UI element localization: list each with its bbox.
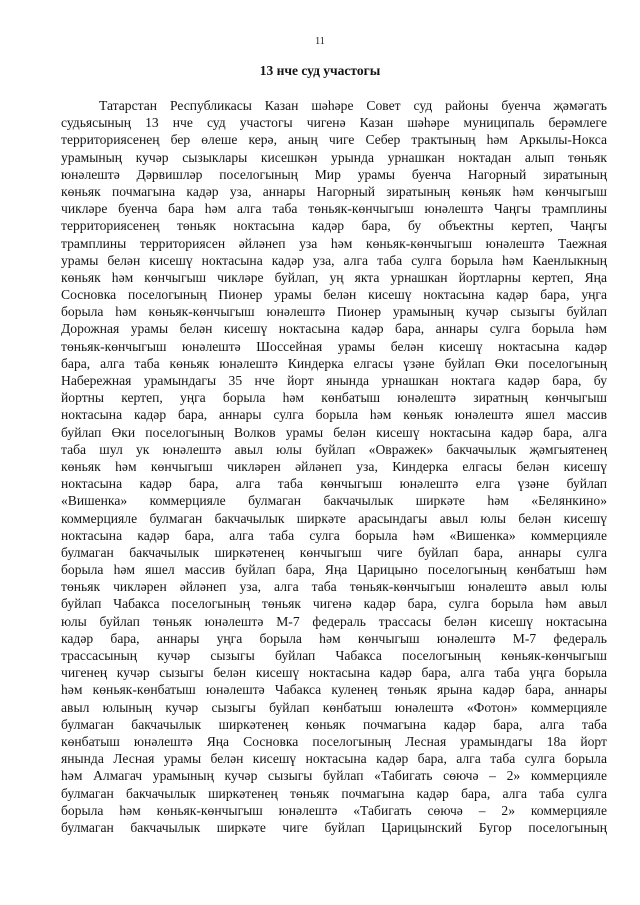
paragraph-line: буйлап Чабакса поселогының төньяк чигенә кадәр бара, сулга борыла һәм авыл: [61, 596, 607, 612]
paragraph-line: төньяк-көнчыгыш юнәлештә Шоссейная урамы белән кисешү ноктасына кадәр: [61, 338, 607, 354]
page-number: 11: [315, 36, 325, 47]
paragraph-line: чикләре буенча бара һәм алга таба төньяк-көнчыгыш юнәлештә Чаңгы трамплины: [61, 201, 607, 217]
paragraph-line: бара, алга таба көньяк юнәлештә Киндерка елгасы үзәне буйлап Өки поселогының: [61, 355, 607, 371]
paragraph-line: Сосновка поселогының Пионер урамы белән кисешү ноктасына кадәр бара, уңга: [61, 287, 607, 303]
paragraph-line: борыла һәм яшел массив буйлап бара, Яңа Царицыно поселогының көнбатыш һәм: [61, 562, 607, 578]
paragraph-line: урамы белән кисешү ноктасына кадәр уза, алга таба сулга борыла һәм Каенлыкның: [61, 252, 607, 268]
paragraph-line: кадәр бара, аннары уңга борыла һәм көнчыгыш юнәлештә М-7 федераль: [61, 630, 607, 646]
paragraph-line: йортны кертеп, уңга борыла һәм көнбатыш юнәлештә зиратның көнчыгыш: [61, 390, 607, 406]
paragraph-line: төньяк чикләрен әйләнеп уза, алга таба төньяк-көнчыгыш юнәлештә авыл юлы: [61, 579, 607, 595]
paragraph-line: һәм Алмагач урамының кучәр сызыгы буйлап «Табигать сөючә – 2» коммерцияле: [61, 768, 607, 784]
paragraph-line: «Вишенка» коммерцияле булмаган бакчачылык ширкәте һәм «Белянкино»: [61, 493, 607, 509]
paragraph-line: таба шул ук юнәлештә авыл юлы буйлап «Овражек» бакчачылык җәмгыятенең: [61, 441, 607, 457]
paragraph-line: чигенең кучәр сызыгы белән кисешү ноктасына кадәр бара, алга таба уңга борыла: [61, 665, 607, 681]
paragraph-line: Татарстан Республикасы Казан шәһәре Совет суд районы буенча җәмәгать: [99, 98, 607, 113]
paragraph-line: булмаган бакчачылык ширкәтенең көнчыгыш чиге буйлап бара, аннары сулга: [61, 544, 607, 560]
paragraph-line: территориясенең бер өлеше керә, аның чиге Себер трактының һәм Аркылы-Нокса: [61, 132, 607, 148]
paragraph-line: ноктасына кадәр бара, алга таба көнчыгыш юнәлештә елга үзәне буйлап: [61, 476, 607, 492]
paragraph-line: һәм көньяк-көнбатыш юнәлештә Чабакса куленең төньяк ярына кадәр бара, аннары: [61, 682, 607, 698]
paragraph-line: судьясының 13 нче суд участогы чигенә Казан шәһәре муниципаль берәмлеге: [61, 115, 607, 131]
paragraph-line: көньяк һәм көнчыгыш чикләрен әйләнеп уза, Киндерка елгасы белән кисешү: [61, 458, 607, 474]
paragraph-line: урамының кучәр сызыклары кисешкән урында урнашкан ноктадан алып төньяк: [61, 149, 607, 165]
paragraph-line: янында Лесная урамы белән кисешү ноктасына кадәр бара, алга таба сулга борыла: [61, 751, 607, 767]
paragraph-line: булмаган бакчачылык ширкәте чиге буйлап Царицынский Бугор поселогының: [61, 819, 607, 835]
paragraph-line: ноктасына кадәр бара, аннары сулга борыла һәм көньяк юнәлештә яшел массив: [61, 407, 607, 423]
paragraph-line: көньяк һәм көнчыгыш чикләре буйлап, уң якта урнашкан йортларны кертеп, Яңа: [61, 269, 607, 285]
paragraph-line: буйлап Өки поселогының Волков урамы белән кисешү ноктасына кадәр бара, алга: [61, 424, 607, 440]
paragraph-line: ноктасына кадәр бара, алга таба сулга борыла һәм «Вишенка» коммерцияле: [61, 527, 607, 543]
section-heading: 13 нче суд участогы: [259, 63, 381, 78]
body-paragraph: [61, 97, 607, 836]
paragraph-line: юлы буйлап төньяк юнәлештә М-7 федераль трассасы белән кисешү ноктасына: [61, 613, 607, 629]
paragraph-line: авыл юлының кучәр сызыгы буйлап көнбатыш юнәлештә «Фотон» коммерцияле: [61, 699, 607, 715]
paragraph-line: борыла һәм көньяк-көнчыгыш юнәлештә «Табигать сөючә – 2» коммерцияле: [61, 802, 607, 818]
paragraph-line: борыла һәм көньяк-көнчыгыш юнәлештә Пионер урамының кучәр сызыгы буйлап: [61, 304, 607, 320]
paragraph-line: булмаган бакчачылык ширкәтенең көньяк почмагына кадәр бара, алга таба: [61, 716, 607, 732]
paragraph-line: Набережная урамындагы 35 нче йорт янында урнашкан ноктага кадәр бара, бу: [61, 373, 607, 388]
paragraph-line: көньяк почмагына кадәр уза, аннары Нагорный зиратының көньяк һәм көнчыгыш: [61, 183, 607, 199]
paragraph-line: трассасының кучәр сызыгы буйлап Чабакса поселогының көньяк-көнчыгыш: [61, 648, 607, 663]
paragraph-line: коммерцияле булмаган бакчачылык ширкәте арасындагы авыл юлы белән кисешү: [61, 510, 607, 526]
paragraph-line: көнбатыш юнәлештә Яңа Сосновка поселогының Лесная урамындагы 18а йорт: [61, 733, 607, 749]
paragraph-line: трамплины территориясен әйләнеп уза һәм көньяк-көнчыгыш юнәлештә Таежная: [61, 235, 607, 251]
paragraph-line: юнәлештә Дәрвишләр поселогының Мир урамы буенча Нагорный зиратының: [61, 166, 607, 182]
paragraph-line: булмаган бакчачылык ширкәтенең төньяк почмагына кадәр бара, алга таба сулга: [61, 785, 607, 801]
paragraph-line: территориясенең төньяк ноктасына кадәр бара, бу объектны кертеп, Чаңгы: [61, 218, 607, 234]
paragraph-line: Дорожная урамы белән кисешү ноктасына кадәр бара, аннары сулга борыла һәм: [61, 321, 607, 337]
